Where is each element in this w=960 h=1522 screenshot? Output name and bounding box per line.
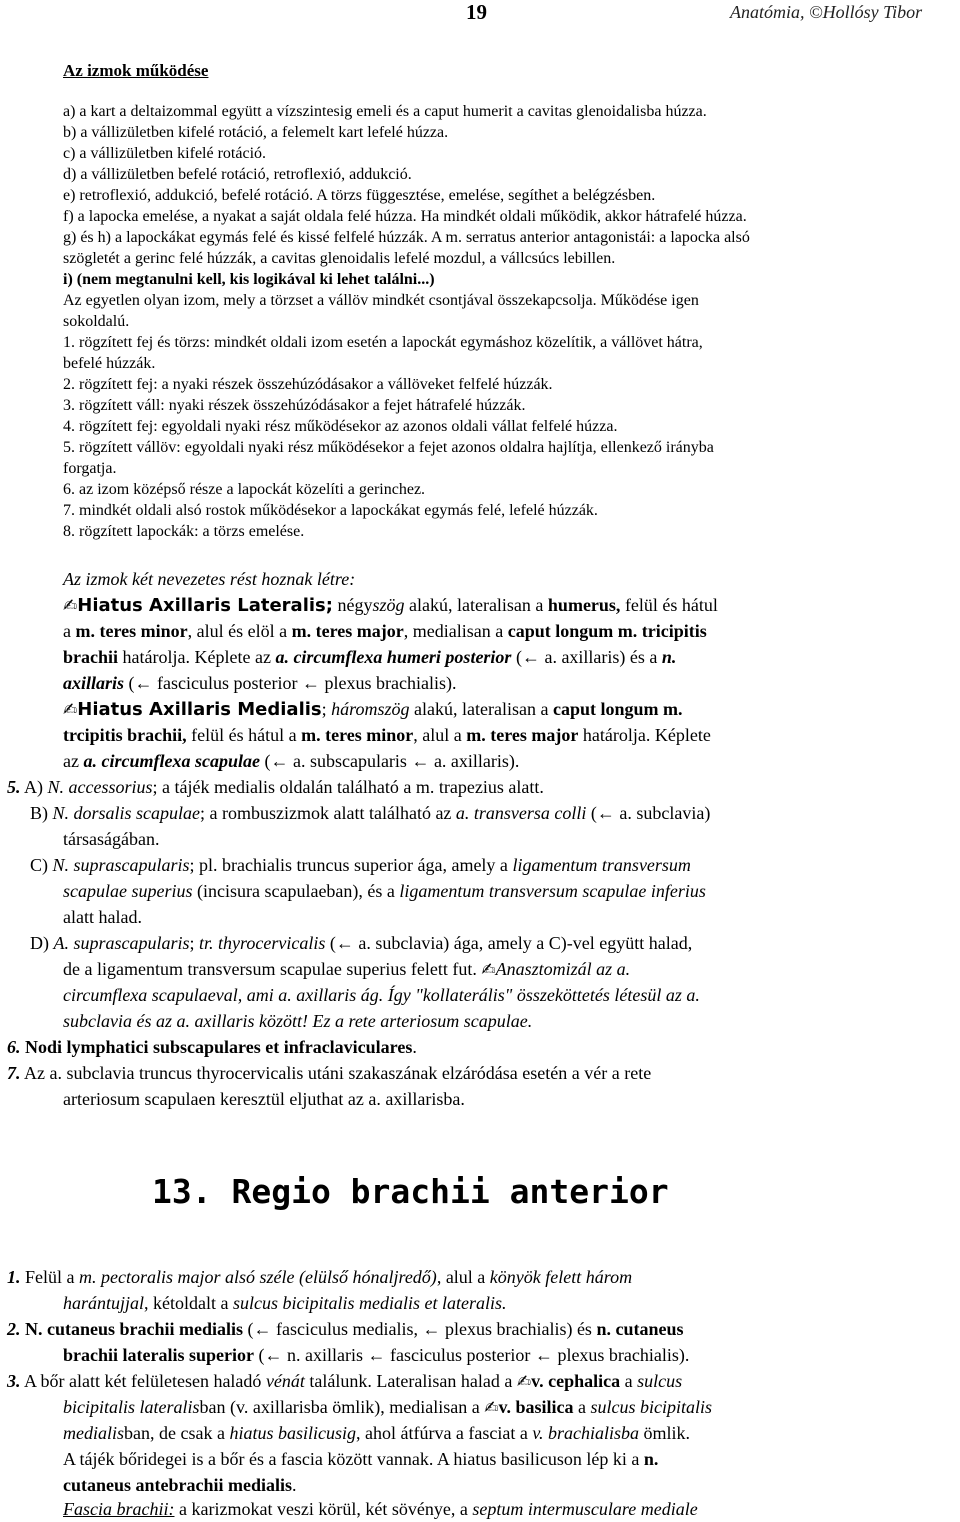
item-7: 7. Az a. subclavia truncus thyrocervicalis utáni szakaszának elzáródása esetén a vér a rete (7, 1063, 652, 1083)
gaps-intro: Az izmok két nevezetes rést hoznak létre: (63, 569, 356, 589)
item-5-d: D) A. suprascapularis; tr. thyrocervicalis (← a. subclavia) ága, amely a C)-vel együtt halad, (30, 933, 693, 953)
arrow-icon: ← (335, 933, 354, 953)
function-g-cont: szögletét a gerinc felé húzzák, a cavitas glenoidalis lefelé mozdul, a vállcsúcs lebillen. (63, 250, 616, 267)
arrow-icon: ← (367, 1345, 386, 1365)
function-f: f) a lapocka emelése, a nyakat a saját oldala felé húzza. Ha mindkét oldali működik, akkor hátrafelé húzza. (63, 208, 747, 225)
arrow-icon: ← (270, 751, 289, 771)
hiatus-medialis-line-2: trcipitis brachii, felül és hátul a m. teres minor, alul a m. teres major határolja. Képlete (63, 725, 711, 745)
chapter-title: 13. Regio brachii anterior (152, 1172, 669, 1211)
function-i: i) (nem megtanulni kell, kis logikával ki lehet találni...) (63, 271, 435, 288)
item-5-c-cont-2: alatt halad. (63, 907, 142, 927)
regio-item-2: 2. N. cutaneus brachii medialis (← fasciculus medialis, ← plexus brachialis) és n. cutaneus (7, 1319, 684, 1339)
item-6: 6. Nodi lymphatici subscapulares et infraclaviculares. (7, 1037, 417, 1057)
trapezius-intro-cont: sokoldalú. (63, 313, 130, 330)
section-title: Az izmok működése (63, 61, 209, 80)
arrow-icon: ← (422, 1319, 441, 1339)
arrow-icon: ← (596, 803, 615, 823)
running-title: Anatómia, ©Hollósy Tibor (730, 2, 923, 22)
item-5-d-cont: de a ligamentum transversum scapulae superius felett fut. ✍Anasztomizál az a. (63, 959, 631, 980)
item-5-d-cont-2: circumflexa scapulaeval, ami a. axillaris ág. Így "kollaterális" összeköttetés létesül az a. (63, 985, 700, 1005)
arrow-icon: ← (521, 647, 540, 667)
hiatus-medialis-line-1: ✍Hiatus Axillaris Medialis; háromszög alakú, lateralisan a caput longum m. (63, 699, 683, 720)
function-c: c) a vállizületben kifelé rotáció. (63, 145, 267, 162)
item-5-b-cont: társaságában. (63, 829, 160, 849)
function-a: a) a kart a deltaizommal együtt a vízszintesig emeli és a caput humerit a cavitas glenoidalisba húzza. (63, 103, 707, 120)
regio-item-2-cont: brachii lateralis superior (← n. axillaris ← fasciculus posterior ← plexus brachialis). (63, 1345, 690, 1365)
page-number: 19 (466, 0, 487, 24)
item-5-c-cont: scapulae superius (incisura scapulaeban), és a ligamentum transversum scapulae inferius (63, 881, 706, 901)
arrow-icon: ← (264, 1345, 283, 1365)
function-6: 6. az izom középső része a lapockát közelíti a gerinchez. (63, 481, 426, 498)
hiatus-lateralis-line-2: a m. teres minor, alul és elöl a m. teres major, medialisan a caput longum m. tricipitis (63, 621, 707, 641)
pointer-icon: ✍ (484, 1398, 499, 1418)
pointer-icon: ✍ (516, 1372, 532, 1392)
regio-item-3: 3. A bőr alatt két felületesen haladó vénát találunk. Lateralisan halad a ✍v. cephalica a sulcus (7, 1371, 683, 1392)
regio-item-3-cont-2: medialisban, de csak a hiatus basilicusig, ahol átfúrva a fasciat a v. brachialisba ömlik. (63, 1423, 691, 1443)
item-5-b: B) N. dorsalis scapulae; a rombuszizmok alatt található az a. transversa colli (← a. subclavia) (30, 803, 711, 823)
function-7: 7. mindkét oldali alsó rostok működésekor a lapockákat egymás felé, lefelé húzzák. (63, 502, 598, 519)
function-1: 1. rögzített fej és törzs: mindkét oldali izom esetén a lapockát egymáshoz közelítik, a vállövet hátra, (63, 334, 703, 351)
regio-item-3-cont-3: A tájék bőridegei is a bőr és a fascia között vannak. A hiatus basilicuson lép ki a n. (63, 1449, 659, 1469)
regio-item-3-cont: bicipitalis lateralisban (v. axillarisba ömlik), medialisan a ✍v. basilica a sulcus bicipitalis (63, 1397, 713, 1418)
function-d: d) a vállizületben befelé rotáció, retroflexió, addukció. (63, 166, 412, 183)
pointer-icon: ✍ (481, 960, 496, 980)
arrow-icon: ← (301, 673, 320, 693)
hiatus-lateralis-line-1: ✍Hiatus Axillaris Lateralis; négyszög alakú, lateralisan a humerus, felül és hátul (63, 595, 718, 616)
function-b: b) a vállizületben kifelé rotáció, a felemelt kart lefelé húzza. (63, 124, 449, 141)
pointer-icon: ✍ (63, 700, 78, 720)
trapezius-intro: Az egyetlen olyan izom, mely a törzset a vállöv mindkét csontjával összekapcsolja. Működése igen (63, 292, 699, 309)
item-5-c: C) N. suprascapularis; pl. brachialis truncus superior ága, amely a ligamentum transversum (30, 855, 691, 875)
pointer-icon: ✍ (63, 596, 78, 616)
function-5-cont: forgatja. (63, 460, 117, 477)
function-8: 8. rögzített lapockák: a törzs emelése. (63, 523, 305, 540)
fascia-brachii-line: Fascia brachii: a karizmokat veszi körül, két sövénye, a septum intermusculare mediale (63, 1499, 698, 1519)
regio-item-1: 1. Felül a m. pectoralis major alsó széle (elülső hónaljredő), alul a könyök felett három (7, 1267, 633, 1287)
hiatus-lateralis-line-4: axillaris (← fasciculus posterior ← plexus brachialis). (63, 673, 457, 693)
function-3: 3. rögzített váll: nyaki részek összehúzódásakor a fejet hátrafelé húzzák. (63, 397, 526, 414)
arrow-icon: ← (534, 1345, 553, 1365)
function-2: 2. rögzített fej: a nyaki részek összehúzódásakor a vállöveket felfelé húzzák. (63, 376, 553, 393)
regio-item-3-cont-4: cutaneus antebrachii medialis. (63, 1475, 297, 1495)
function-5: 5. rögzített vállöv: egyoldali nyaki rész működésekor a fejet azonos oldalra hajlítja, ellenkező irányba (63, 439, 714, 456)
arrow-icon: ← (411, 751, 430, 771)
function-g: g) és h) a lapockákat egymás felé és kissé felfelé húzzák. A m. serratus anterior antagonistái: a lapocka alsó (63, 229, 750, 246)
arrow-icon: ← (134, 673, 153, 693)
function-4: 4. rögzített fej: egyoldali nyaki rész működésekor az azonos oldali vállat felfelé húzza. (63, 418, 618, 435)
regio-item-1-cont: harántujjal, kétoldalt a sulcus bicipitalis medialis et lateralis. (63, 1293, 507, 1313)
function-1-cont: befelé húzzák. (63, 355, 156, 372)
hiatus-medialis-line-3: az a. circumflexa scapulae (← a. subscapularis ← a. axillaris). (63, 751, 520, 771)
item-7-cont: arteriosum scapulaen keresztül eljuthat az a. axillarisba. (63, 1089, 465, 1109)
function-e: e) retroflexió, addukció, befelé rotáció. A törzs függesztése, emelése, segíthet a belégzésben. (63, 187, 656, 204)
arrow-icon: ← (253, 1319, 272, 1339)
item-5-d-cont-3: subclavia és az a. axillaris között! Ez a rete arteriosum scapulae. (63, 1011, 533, 1031)
hiatus-lateralis-line-3: brachii határolja. Képlete az a. circumflexa humeri posterior (← a. axillaris) és a n. (63, 647, 677, 667)
item-5-a: 5. A) N. accessorius; a tájék medialis oldalán található a m. trapezius alatt. (7, 777, 544, 797)
